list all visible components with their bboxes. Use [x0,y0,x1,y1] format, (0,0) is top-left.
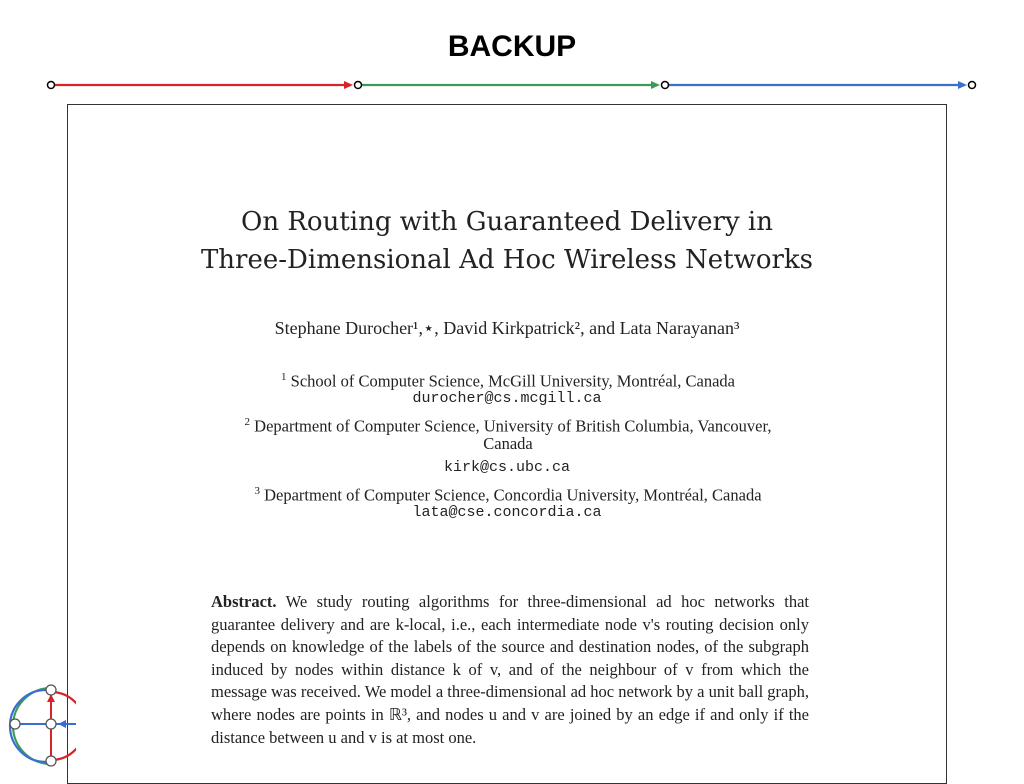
abstract-text: We study routing algorithms for three-dimensional ad hoc networks that guarantee delivery and are k-local, i.e., each intermediate node v's routing decision only depends on knowledge of the labels of the source and destination nodes, of the subgraph induced by nodes within distance k of v, and of the neighbour of v from which the message was received. We model a three-dimensional ad hoc network by a unit ball graph, where nodes are points in ℝ³, and nodes u and v are joined by an edge if and only if the distance between u and v is at most one. [211,592,809,747]
affiliation-1-email: durocher@cs.mcgill.ca [412,390,602,407]
progress-node-4 [969,82,976,89]
affiliation-1-text: School of Computer Science, McGill University, Montréal, Canada [290,371,735,391]
affiliation-3 [168,480,848,507]
progress-arrow-3 [958,81,967,89]
network-graph-logo-icon [6,680,76,768]
affiliation-3-number: 3 [254,485,260,497]
progress-arrow-1 [344,81,353,89]
affiliation-2-continued: Canada [483,434,533,453]
affiliation-3-text: Department of Computer Science, Concordia University, Montréal, Canada [264,485,762,505]
affiliation-2-number: 2 [244,416,251,428]
abstract-label: Abstract. [211,592,277,611]
paper-title-line-2: Three-Dimensional Ad Hoc Wireless Networks [200,245,814,275]
progress-node-1 [48,82,55,89]
progress-arrow-2 [651,81,660,89]
affiliation-1 [168,366,848,393]
paper-authors: Stephane Durocher¹,⋆, David Kirkpatrick², and Lata Narayanan³ [274,318,740,338]
affiliation-2-email: kirk@cs.ubc.ca [443,459,571,476]
progress-node-2 [355,82,362,89]
paper-page-image [67,104,947,784]
affiliation-1-number: 1 [281,371,287,383]
paper-abstract [211,591,809,749]
affiliation-3-email: lata@cse.concordia.ca [412,504,602,521]
progress-timeline [0,70,1024,100]
affiliation-2-text: Department of Computer Science, University of British Columbia, Vancouver, [254,416,772,436]
paper-title [68,203,946,279]
slide-title: BACKUP [447,30,577,63]
progress-node-3 [662,82,669,89]
paper-title-line-1: On Routing with Guaranteed Delivery in [241,207,773,237]
